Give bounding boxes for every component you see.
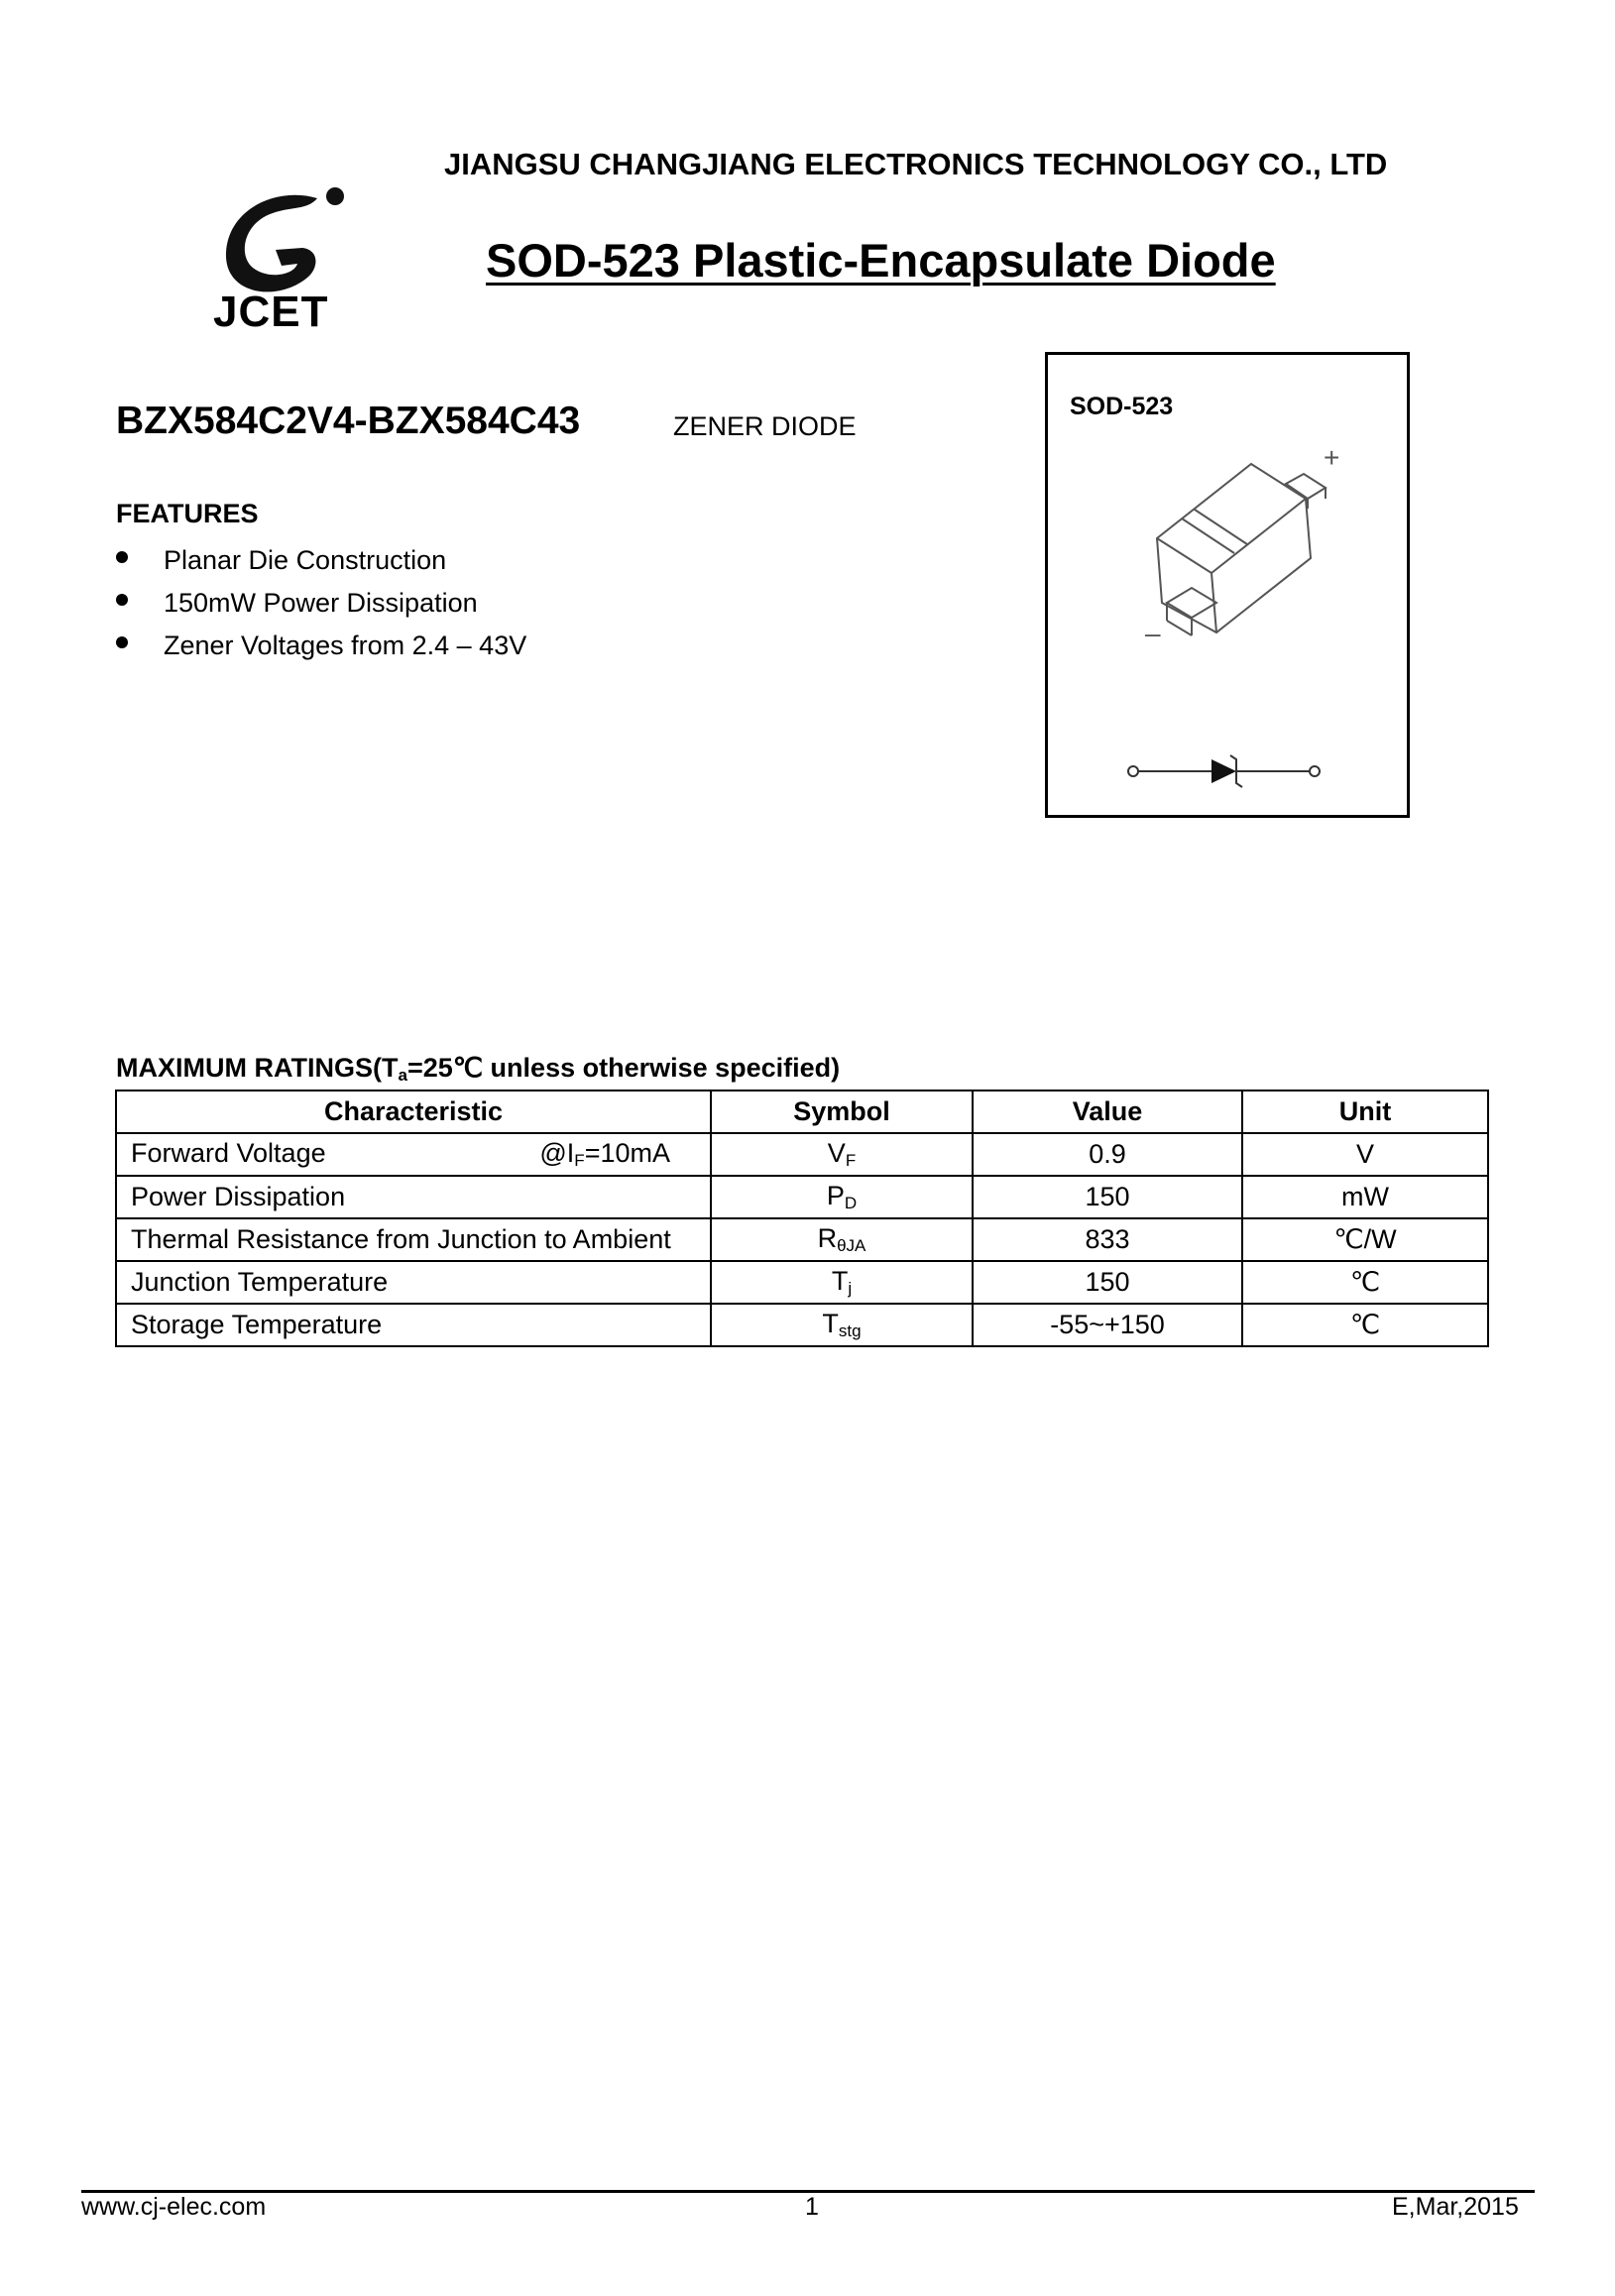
table-row — [116, 1218, 1488, 1261]
logo-text: JCET — [213, 287, 329, 336]
characteristic-cell: Power Dissipation — [116, 1176, 711, 1218]
header-unit: Unit — [1242, 1091, 1488, 1133]
characteristic-cell: Forward Voltage $@I_F=10mA$ — [116, 1133, 711, 1176]
header-characteristic: Characteristic — [116, 1091, 711, 1133]
anode-plus-sign: + — [1324, 442, 1340, 473]
zener-diode-symbol-icon — [1127, 751, 1345, 791]
ratings-heading: MAXIMUM $RATINGS(T_a=25℃$ unless otherwise specified) — [116, 1053, 841, 1085]
unit-cell: V — [1242, 1133, 1488, 1176]
package-figure — [1045, 352, 1410, 818]
header-value: Value — [973, 1091, 1242, 1133]
characteristic-cell: Junction Temperature — [116, 1261, 711, 1304]
table-row — [116, 1261, 1488, 1304]
document-title: SOD-523 Plastic-Encapsulate Diode — [486, 234, 1276, 287]
symbol-cell: $P_D$ — [711, 1176, 973, 1218]
table-row — [116, 1133, 1488, 1176]
condition-text: $@I_F=10mA$ — [539, 1138, 670, 1170]
characteristic-cell: Thermal Resistance from Junction to Ambient — [116, 1218, 711, 1261]
value-cell: 833 — [973, 1218, 1242, 1261]
part-number-range: BZX584C2V4-BZX584C43 — [116, 400, 581, 442]
revision-date: E,Mar,2015 — [1392, 2193, 1519, 2221]
part-type: ZENER DIODE — [673, 411, 857, 441]
table-header-row — [116, 1091, 1488, 1133]
feature-text: Zener Voltages from 2.4 – 43V — [164, 631, 527, 660]
unit-cell: ℃ — [1242, 1304, 1488, 1346]
symbol-cell: $V_F$ — [711, 1133, 973, 1176]
table-row — [116, 1304, 1488, 1346]
symbol-cell: $R_{\theta JA}$ — [711, 1218, 973, 1261]
value-cell: -55~+150 — [973, 1304, 1242, 1346]
value-cell: 150 — [973, 1176, 1242, 1218]
bullet-icon — [116, 636, 128, 648]
footer-url: www.cj-elec.com — [81, 2193, 267, 2221]
feature-text: Planar Die Construction — [164, 545, 447, 575]
company-name: JIANGSU CHANGJIANG ELECTRONICS TECHNOLOGY CO., LTD — [444, 147, 1388, 181]
cathode-minus-sign: – — [1145, 618, 1161, 648]
unit-cell: ℃/W — [1242, 1218, 1488, 1261]
table-row — [116, 1176, 1488, 1218]
symbol-cell: $T_{stg}$ — [711, 1304, 973, 1346]
unit-cell: ℃ — [1242, 1261, 1488, 1304]
maximum-ratings-table — [115, 1090, 1489, 1347]
sod523-package-drawing — [1137, 444, 1375, 642]
feature-text: 150mW Power Dissipation — [164, 588, 478, 618]
features-heading: FEATURES — [116, 499, 259, 528]
page-number: 1 — [805, 2193, 819, 2221]
unit-cell: mW — [1242, 1176, 1488, 1218]
bullet-icon — [116, 551, 128, 563]
symbol-cell: $T_j$ — [711, 1261, 973, 1304]
value-cell: 0.9 — [973, 1133, 1242, 1176]
characteristic-cell: Storage Temperature — [116, 1304, 711, 1346]
value-cell: 150 — [973, 1261, 1242, 1304]
package-label: SOD-523 — [1070, 393, 1174, 420]
header-symbol: Symbol — [711, 1091, 973, 1133]
bullet-icon — [116, 594, 128, 606]
